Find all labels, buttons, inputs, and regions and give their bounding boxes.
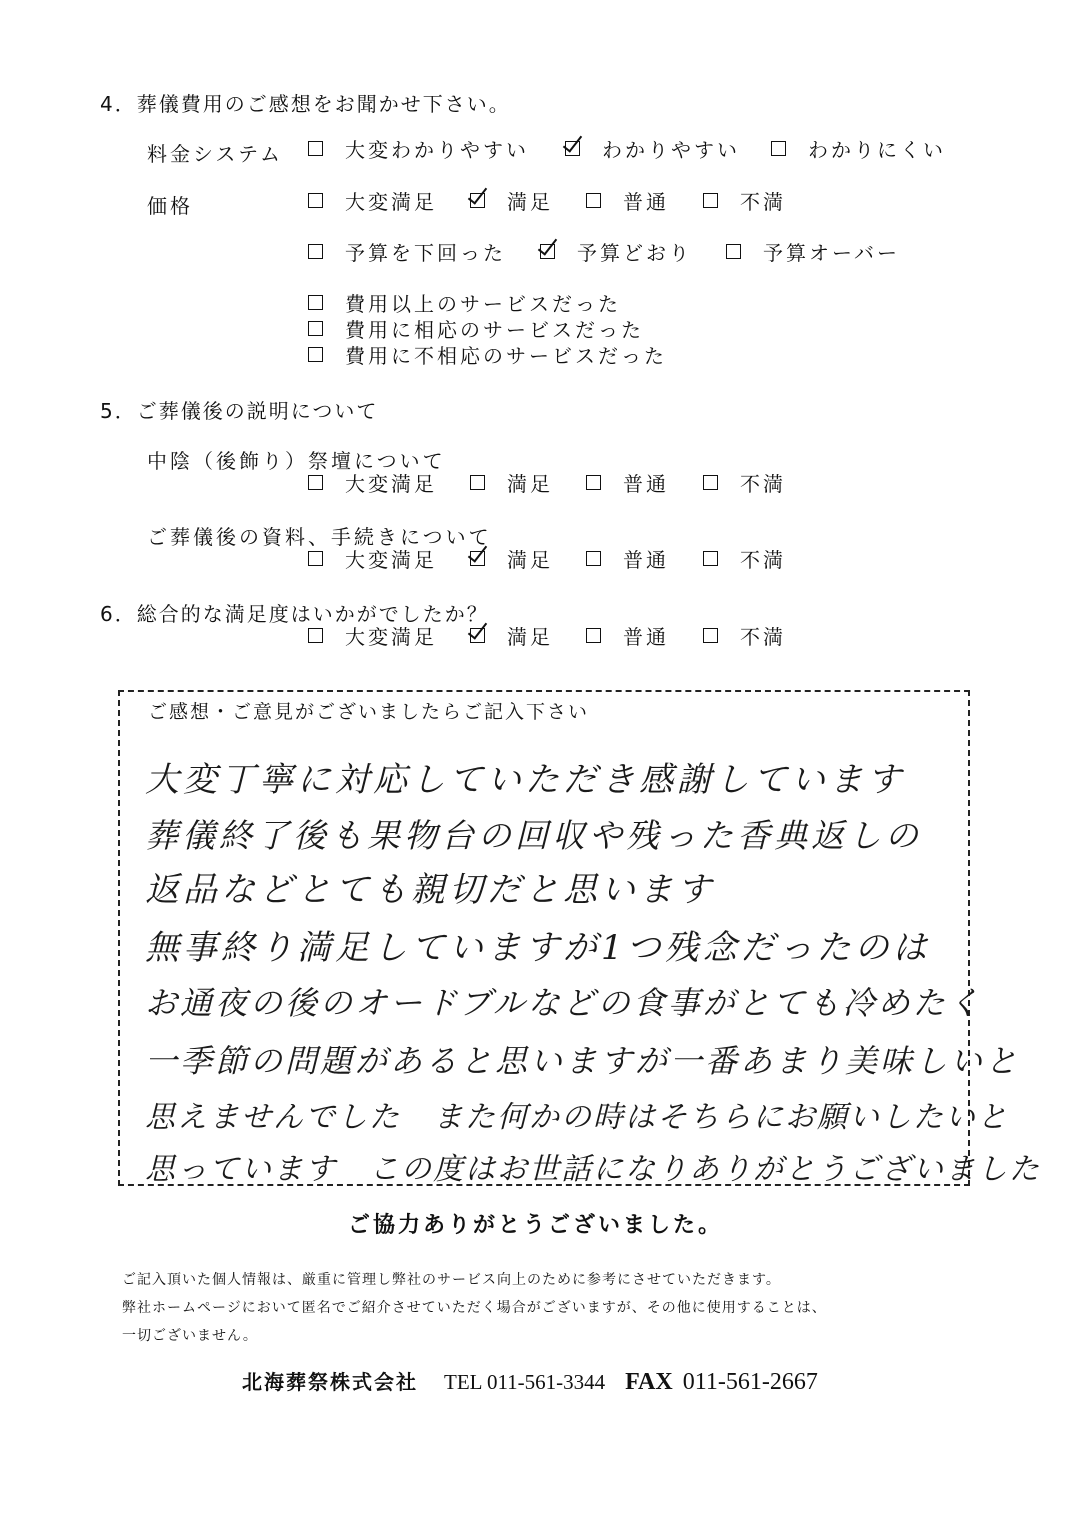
system-option-2[interactable]: わかりやすい [565,134,740,163]
comment-line: 一季節の問題があると思いますが一番あまり美味しいと [145,1042,1021,1080]
checkbox[interactable] [308,295,323,310]
checkbox[interactable] [308,321,323,336]
privacy-note: ご記入頂いた個人情報は、厳重に管理し弊社のサービス向上のために参考にさせていただきます。 [122,1272,781,1288]
docs-option-3[interactable]: 普通 [586,544,669,573]
comment-line: 思っています この度はお世話になりありがとうございました [145,1152,1041,1187]
overall-option-4[interactable]: 不満 [703,621,786,650]
checked-checkbox[interactable] [470,193,485,208]
checked-checkbox[interactable] [470,551,485,566]
checkbox[interactable] [586,193,601,208]
price-option-1[interactable]: 大変満足 [308,186,437,215]
budget-option-2[interactable]: 予算どおり [540,237,692,266]
checkbox[interactable] [308,475,323,490]
altar-label: 中陰（後飾り）祭壇について [147,449,446,473]
altar-option-2[interactable]: 満足 [470,468,553,497]
checkbox[interactable] [703,193,718,208]
checkbox[interactable] [308,193,323,208]
company-name: 北海葬祭株式会社 [242,1370,418,1394]
altar-option-3[interactable]: 普通 [586,468,669,497]
privacy-note: 一切ございません。 [122,1328,258,1344]
comment-line: お通夜の後のオードブルなどの食事がとても冷めたく [145,984,983,1022]
checked-checkbox[interactable] [540,244,555,259]
system-option-1[interactable]: 大変わかりやすい [308,134,529,163]
price-label: 価格 [147,194,193,218]
checkbox[interactable] [703,475,718,490]
budget-option-3[interactable]: 予算オーバー [726,237,900,266]
checkbox[interactable] [726,244,741,259]
checkbox[interactable] [703,551,718,566]
service-option-3[interactable]: 費用に不相応のサービスだった [308,340,667,369]
system-option-3[interactable]: わかりにくい [771,134,946,163]
checkbox[interactable] [703,628,718,643]
service-option-1[interactable]: 費用以上のサービスだった [308,288,621,317]
docs-option-2[interactable]: 満足 [470,544,553,573]
thanks-message: ご協力ありがとうございました。 [348,1213,724,1238]
docs-option-1[interactable]: 大変満足 [308,544,437,573]
overall-option-1[interactable]: 大変満足 [308,621,437,650]
price-option-2[interactable]: 満足 [470,186,553,215]
comment-box-title: ご感想・ご意見がございましたらご記入下さい [148,701,590,723]
checked-checkbox[interactable] [565,141,580,156]
overall-option-2[interactable]: 満足 [470,621,553,650]
docs-option-4[interactable]: 不満 [703,544,786,573]
checkbox[interactable] [308,141,323,156]
checkbox[interactable] [308,628,323,643]
docs-label: ご葬儀後の資料、手続きについて [147,525,492,549]
overall-option-3[interactable]: 普通 [586,621,669,650]
checkbox[interactable] [586,551,601,566]
q6-title: 6．総合的な満足度はいかがでしたか？ [100,602,489,626]
system-label: 料金システム [147,142,283,166]
price-option-4[interactable]: 不満 [703,186,786,215]
checkbox[interactable] [586,475,601,490]
checkbox[interactable] [308,551,323,566]
privacy-note: 弊社ホームページにおいて匿名でご紹介させていただく場合がございますが、その他に使用することは、 [122,1300,827,1316]
comment-line: 返品などとても親切だと思います [145,870,715,910]
budget-option-1[interactable]: 予算を下回った [308,237,506,266]
fax-number: 011-561-2667 [682,1369,818,1395]
checkbox[interactable] [470,475,485,490]
checkbox[interactable] [308,244,323,259]
service-option-2[interactable]: 費用に相応のサービスだった [308,314,644,343]
checked-checkbox[interactable] [470,628,485,643]
comment-line: 大変丁寧に対応していただき感謝しています [145,760,905,800]
comment-line: 葬儀終了後も果物台の回収や残った香典返しの [145,816,922,855]
checkbox[interactable] [308,347,323,362]
altar-option-1[interactable]: 大変満足 [308,468,437,497]
comment-line: 思えませんでした また何かの時はそちらにお願いしたいと [145,1100,1009,1135]
fax-label: FAX [625,1369,673,1395]
q5-title: 5．ご葬儀後の説明について [100,399,379,423]
checkbox[interactable] [771,141,786,156]
checkbox[interactable] [586,628,601,643]
q4-title: 4．葬儀費用のご感想をお聞かせ下さい。 [100,92,511,116]
price-option-3[interactable]: 普通 [586,186,669,215]
comment-line: 無事終り満足していますが1つ残念だったのは [145,928,931,968]
altar-option-4[interactable]: 不満 [703,468,786,497]
footer [242,1366,818,1396]
phone-number: TEL 011-561-3344 [444,1370,606,1394]
